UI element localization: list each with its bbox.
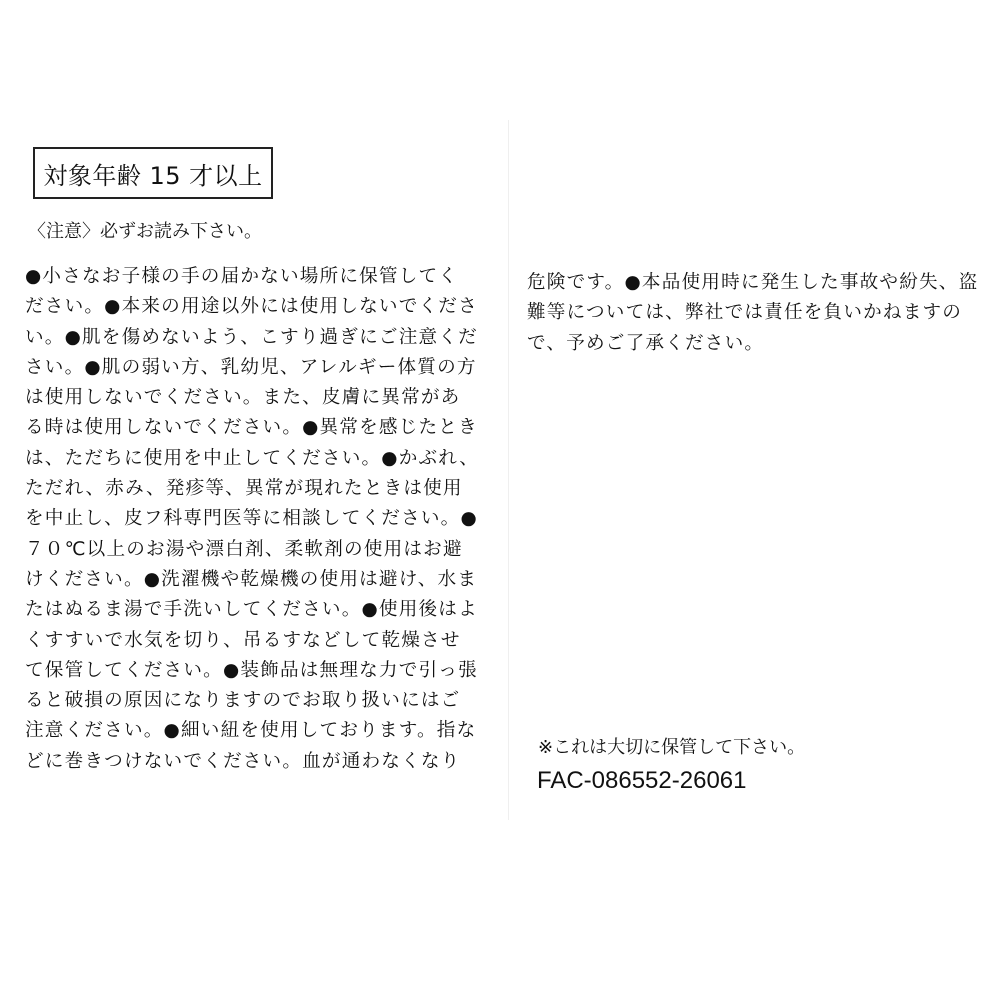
text-line: どに巻きつけないでください。血が通わなくなり	[25, 750, 461, 772]
text-line: ださい。●本来の用途以外には使用しないでくださ	[25, 296, 478, 318]
text-line: ●小さなお子様の手の届かない場所に保管してく	[25, 266, 459, 287]
product-code: FAC-086552-26061	[537, 767, 747, 794]
text-line: 危険です。●本品使用時に発生した事故や紛失、盗	[527, 272, 979, 293]
text-line: さい。●肌の弱い方、乳幼児、アレルギー体質の方	[25, 356, 477, 378]
fold-line	[508, 120, 509, 820]
left-column-text	[25, 262, 479, 777]
age-label: 対象年齢 15 才以上	[43, 161, 263, 190]
text-line: たはぬるま湯で手洗いしてください。●使用後はよ	[25, 599, 478, 621]
text-line: ただれ、赤み、発疹等、異常が現れたときは使用	[25, 478, 463, 500]
text-line: ７０℃以上のお湯や漂白剤、柔軟剤の使用はお避	[25, 538, 463, 560]
text-line: けください。●洗濯機や乾燥機の使用は避け、水ま	[25, 568, 478, 590]
caution-heading: 〈注意〉必ずお読み下さい。	[28, 221, 262, 242]
keep-note: ※これは大切に保管して下さい。	[538, 737, 806, 758]
age-label-box	[33, 147, 273, 199]
text-line: い。●肌を傷めないよう、こすり過ぎにご注意くだ	[25, 326, 478, 348]
text-line: は使用しないでください。また、皮膚に異常があ	[25, 387, 461, 409]
text-line: ると破損の原因になりますのでお取り扱いにはご	[25, 690, 461, 712]
right-column-text	[527, 268, 978, 359]
text-line: を中止し、皮フ科専門医等に相談してください。●	[25, 508, 478, 530]
text-line: 難等については、弊社では責任を負いかねますの	[527, 302, 963, 324]
text-line: る時は使用しないでください。●異常を感じたとき	[25, 417, 478, 439]
text-line: くすすいで水気を切り、吊るすなどして乾燥させ	[25, 629, 461, 651]
text-line: で、予めご了承ください。	[527, 332, 765, 354]
text-line: は、ただちに使用を中止してください。●かぶれ、	[25, 447, 480, 469]
text-line: 注意ください。●細い紐を使用しております。指な	[25, 720, 477, 742]
text-line: て保管してください。●装飾品は無理な力で引っ張	[25, 659, 478, 681]
